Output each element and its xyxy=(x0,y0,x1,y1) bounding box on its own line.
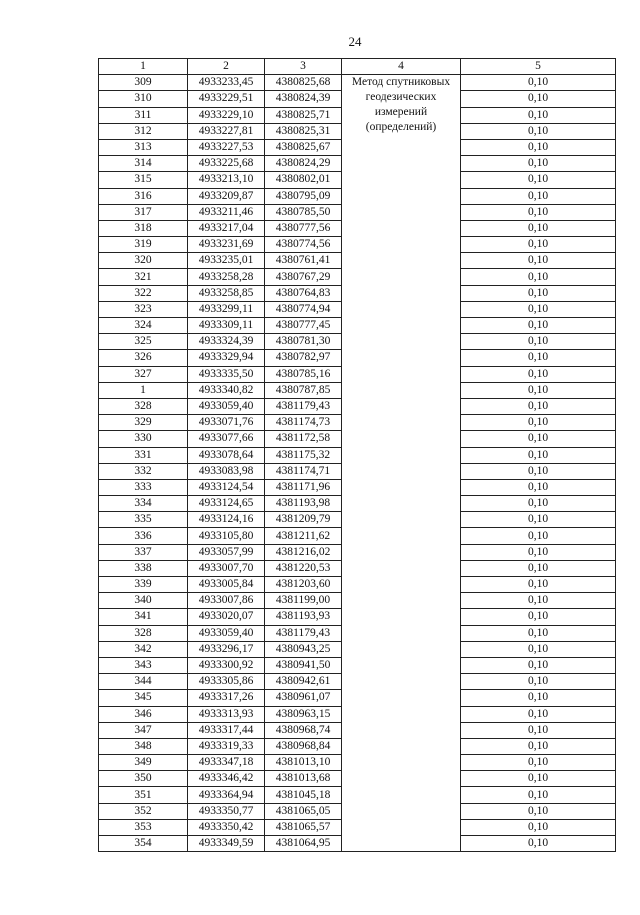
accuracy-cell: 0,10 xyxy=(461,771,616,787)
accuracy-cell: 0,10 xyxy=(461,447,616,463)
accuracy-cell: 0,10 xyxy=(461,301,616,317)
method-line: Метод спутниковых xyxy=(351,76,451,89)
accuracy-cell: 0,10 xyxy=(461,285,616,301)
coord-y-cell: 4380781,30 xyxy=(265,334,342,350)
coord-y-cell: 4380777,45 xyxy=(265,318,342,334)
accuracy-cell: 0,10 xyxy=(461,75,616,91)
accuracy-cell: 0,10 xyxy=(461,91,616,107)
point-number-cell: 330 xyxy=(99,431,188,447)
coord-y-cell: 4380774,56 xyxy=(265,237,342,253)
coord-y-cell: 4381172,58 xyxy=(265,431,342,447)
accuracy-cell: 0,10 xyxy=(461,334,616,350)
coord-x-cell: 4933209,87 xyxy=(188,188,265,204)
accuracy-cell: 0,10 xyxy=(461,512,616,528)
point-number-cell: 348 xyxy=(99,738,188,754)
point-number-cell: 325 xyxy=(99,334,188,350)
coord-y-cell: 4381045,18 xyxy=(265,787,342,803)
coord-y-cell: 4380941,50 xyxy=(265,657,342,673)
coord-y-cell: 4381175,32 xyxy=(265,447,342,463)
header-col-5: 5 xyxy=(461,59,616,75)
accuracy-cell: 0,10 xyxy=(461,803,616,819)
point-number-cell: 321 xyxy=(99,269,188,285)
point-number-cell: 344 xyxy=(99,674,188,690)
accuracy-cell: 0,10 xyxy=(461,172,616,188)
accuracy-cell: 0,10 xyxy=(461,479,616,495)
point-number-cell: 346 xyxy=(99,706,188,722)
accuracy-cell: 0,10 xyxy=(461,641,616,657)
point-number-cell: 327 xyxy=(99,366,188,382)
coordinates-table xyxy=(98,58,616,852)
accuracy-cell: 0,10 xyxy=(461,237,616,253)
coord-y-cell: 4380943,25 xyxy=(265,641,342,657)
accuracy-cell: 0,10 xyxy=(461,366,616,382)
coord-y-cell: 4380942,61 xyxy=(265,674,342,690)
coord-x-cell: 4933258,85 xyxy=(188,285,265,301)
coord-x-cell: 4933317,26 xyxy=(188,690,265,706)
coord-x-cell: 4933007,70 xyxy=(188,560,265,576)
coord-x-cell: 4933313,93 xyxy=(188,706,265,722)
accuracy-cell: 0,10 xyxy=(461,722,616,738)
coord-y-cell: 4381171,96 xyxy=(265,479,342,495)
coord-y-cell: 4381174,73 xyxy=(265,415,342,431)
accuracy-cell: 0,10 xyxy=(461,220,616,236)
accuracy-cell: 0,10 xyxy=(461,253,616,269)
accuracy-cell: 0,10 xyxy=(461,819,616,835)
point-number-cell: 354 xyxy=(99,836,188,852)
coord-x-cell: 4933300,92 xyxy=(188,657,265,673)
accuracy-cell: 0,10 xyxy=(461,787,616,803)
point-number-cell: 309 xyxy=(99,75,188,91)
coord-x-cell: 4933364,94 xyxy=(188,787,265,803)
method-cell xyxy=(342,75,461,852)
coord-x-cell: 4933020,07 xyxy=(188,609,265,625)
point-number-cell: 315 xyxy=(99,172,188,188)
coord-x-cell: 4933335,50 xyxy=(188,366,265,382)
point-number-cell: 342 xyxy=(99,641,188,657)
point-number-cell: 336 xyxy=(99,528,188,544)
accuracy-cell: 0,10 xyxy=(461,188,616,204)
accuracy-cell: 0,10 xyxy=(461,577,616,593)
coord-x-cell: 4933227,81 xyxy=(188,123,265,139)
coord-y-cell: 4381013,10 xyxy=(265,755,342,771)
point-number-cell: 332 xyxy=(99,463,188,479)
coord-y-cell: 4380824,39 xyxy=(265,91,342,107)
accuracy-cell: 0,10 xyxy=(461,625,616,641)
coord-x-cell: 4933227,53 xyxy=(188,139,265,155)
coord-x-cell: 4933007,86 xyxy=(188,593,265,609)
point-number-cell: 319 xyxy=(99,237,188,253)
coord-y-cell: 4381220,53 xyxy=(265,560,342,576)
coord-x-cell: 4933299,11 xyxy=(188,301,265,317)
point-number-cell: 317 xyxy=(99,204,188,220)
point-number-cell: 352 xyxy=(99,803,188,819)
coord-x-cell: 4933071,76 xyxy=(188,415,265,431)
page-number: 24 xyxy=(348,34,362,49)
point-number-cell: 310 xyxy=(99,91,188,107)
coord-y-cell: 4381179,43 xyxy=(265,625,342,641)
point-number-cell: 334 xyxy=(99,496,188,512)
point-number-cell: 1 xyxy=(99,382,188,398)
coord-x-cell: 4933319,33 xyxy=(188,738,265,754)
accuracy-cell: 0,10 xyxy=(461,382,616,398)
coord-x-cell: 4933229,10 xyxy=(188,107,265,123)
method-line: геодезических xyxy=(365,91,437,104)
coord-x-cell: 4933211,46 xyxy=(188,204,265,220)
coord-y-cell: 4380777,56 xyxy=(265,220,342,236)
accuracy-cell: 0,10 xyxy=(461,431,616,447)
method-line: (определений) xyxy=(365,121,437,134)
coord-x-cell: 4933225,68 xyxy=(188,156,265,172)
coord-y-cell: 4380802,01 xyxy=(265,172,342,188)
point-number-cell: 316 xyxy=(99,188,188,204)
coord-y-cell: 4381211,62 xyxy=(265,528,342,544)
point-number-cell: 347 xyxy=(99,722,188,738)
coord-x-cell: 4933233,45 xyxy=(188,75,265,91)
point-number-cell: 345 xyxy=(99,690,188,706)
point-number-cell: 313 xyxy=(99,139,188,155)
table-body xyxy=(99,75,616,852)
coord-x-cell: 4933324,39 xyxy=(188,334,265,350)
accuracy-cell: 0,10 xyxy=(461,398,616,414)
accuracy-cell: 0,10 xyxy=(461,706,616,722)
coord-x-cell: 4933083,98 xyxy=(188,463,265,479)
accuracy-cell: 0,10 xyxy=(461,593,616,609)
accuracy-cell: 0,10 xyxy=(461,269,616,285)
coord-x-cell: 4933350,77 xyxy=(188,803,265,819)
point-number-cell: 340 xyxy=(99,593,188,609)
accuracy-cell: 0,10 xyxy=(461,350,616,366)
coord-y-cell: 4380782,97 xyxy=(265,350,342,366)
method-line: измерений xyxy=(374,106,428,119)
coord-y-cell: 4380761,41 xyxy=(265,253,342,269)
header-col-2: 2 xyxy=(188,59,265,75)
accuracy-cell: 0,10 xyxy=(461,836,616,852)
coord-x-cell: 4933329,94 xyxy=(188,350,265,366)
coord-y-cell: 4381209,79 xyxy=(265,512,342,528)
coord-x-cell: 4933349,59 xyxy=(188,836,265,852)
coord-y-cell: 4381179,43 xyxy=(265,398,342,414)
coord-y-cell: 4381174,71 xyxy=(265,463,342,479)
point-number-cell: 328 xyxy=(99,398,188,414)
point-number-cell: 335 xyxy=(99,512,188,528)
accuracy-cell: 0,10 xyxy=(461,544,616,560)
coord-x-cell: 4933105,80 xyxy=(188,528,265,544)
point-number-cell: 312 xyxy=(99,123,188,139)
coord-x-cell: 4933346,42 xyxy=(188,771,265,787)
accuracy-cell: 0,10 xyxy=(461,609,616,625)
accuracy-cell: 0,10 xyxy=(461,657,616,673)
point-number-cell: 314 xyxy=(99,156,188,172)
coord-x-cell: 4933059,40 xyxy=(188,625,265,641)
coord-x-cell: 4933347,18 xyxy=(188,755,265,771)
point-number-cell: 322 xyxy=(99,285,188,301)
accuracy-cell: 0,10 xyxy=(461,560,616,576)
accuracy-cell: 0,10 xyxy=(461,415,616,431)
accuracy-cell: 0,10 xyxy=(461,738,616,754)
point-number-cell: 349 xyxy=(99,755,188,771)
coord-x-cell: 4933124,16 xyxy=(188,512,265,528)
coord-y-cell: 4380968,84 xyxy=(265,738,342,754)
point-number-cell: 333 xyxy=(99,479,188,495)
coord-y-cell: 4380824,29 xyxy=(265,156,342,172)
coord-y-cell: 4380825,67 xyxy=(265,139,342,155)
point-number-cell: 311 xyxy=(99,107,188,123)
coord-x-cell: 4933059,40 xyxy=(188,398,265,414)
coord-x-cell: 4933305,86 xyxy=(188,674,265,690)
accuracy-cell: 0,10 xyxy=(461,496,616,512)
accuracy-cell: 0,10 xyxy=(461,139,616,155)
table-header-row xyxy=(99,59,616,75)
point-number-cell: 320 xyxy=(99,253,188,269)
coord-y-cell: 4381065,05 xyxy=(265,803,342,819)
header-col-1: 1 xyxy=(99,59,188,75)
accuracy-cell: 0,10 xyxy=(461,674,616,690)
point-number-cell: 337 xyxy=(99,544,188,560)
point-number-cell: 338 xyxy=(99,560,188,576)
coord-x-cell: 4933309,11 xyxy=(188,318,265,334)
coord-y-cell: 4380968,74 xyxy=(265,722,342,738)
coord-y-cell: 4380825,31 xyxy=(265,123,342,139)
coord-y-cell: 4380961,07 xyxy=(265,690,342,706)
point-number-cell: 331 xyxy=(99,447,188,463)
coord-x-cell: 4933235,01 xyxy=(188,253,265,269)
coord-x-cell: 4933317,44 xyxy=(188,722,265,738)
coord-y-cell: 4380825,68 xyxy=(265,75,342,91)
coord-y-cell: 4380764,83 xyxy=(265,285,342,301)
point-number-cell: 329 xyxy=(99,415,188,431)
accuracy-cell: 0,10 xyxy=(461,107,616,123)
accuracy-cell: 0,10 xyxy=(461,318,616,334)
point-number-cell: 318 xyxy=(99,220,188,236)
coord-x-cell: 4933340,82 xyxy=(188,382,265,398)
point-number-cell: 350 xyxy=(99,771,188,787)
point-number-cell: 351 xyxy=(99,787,188,803)
coord-x-cell: 4933124,54 xyxy=(188,479,265,495)
coord-y-cell: 4381013,68 xyxy=(265,771,342,787)
coord-y-cell: 4380825,71 xyxy=(265,107,342,123)
header-col-4: 4 xyxy=(342,59,461,75)
accuracy-cell: 0,10 xyxy=(461,690,616,706)
point-number-cell: 326 xyxy=(99,350,188,366)
coord-x-cell: 4933231,69 xyxy=(188,237,265,253)
point-number-cell: 339 xyxy=(99,577,188,593)
point-number-cell: 343 xyxy=(99,657,188,673)
coord-y-cell: 4381203,60 xyxy=(265,577,342,593)
coord-y-cell: 4381216,02 xyxy=(265,544,342,560)
coord-y-cell: 4381064,95 xyxy=(265,836,342,852)
coord-x-cell: 4933296,17 xyxy=(188,641,265,657)
coord-y-cell: 4380795,09 xyxy=(265,188,342,204)
coord-y-cell: 4381193,98 xyxy=(265,496,342,512)
point-number-cell: 328 xyxy=(99,625,188,641)
coord-x-cell: 4933078,64 xyxy=(188,447,265,463)
coord-y-cell: 4380785,50 xyxy=(265,204,342,220)
coord-y-cell: 4381193,93 xyxy=(265,609,342,625)
coord-x-cell: 4933350,42 xyxy=(188,819,265,835)
header-col-3: 3 xyxy=(265,59,342,75)
coord-x-cell: 4933057,99 xyxy=(188,544,265,560)
coord-y-cell: 4380785,16 xyxy=(265,366,342,382)
coord-x-cell: 4933229,51 xyxy=(188,91,265,107)
coord-y-cell: 4381199,00 xyxy=(265,593,342,609)
coord-x-cell: 4933124,65 xyxy=(188,496,265,512)
coord-x-cell: 4933077,66 xyxy=(188,431,265,447)
coord-y-cell: 4381065,57 xyxy=(265,819,342,835)
coord-y-cell: 4380787,85 xyxy=(265,382,342,398)
coord-y-cell: 4380767,29 xyxy=(265,269,342,285)
coord-y-cell: 4380963,15 xyxy=(265,706,342,722)
accuracy-cell: 0,10 xyxy=(461,755,616,771)
point-number-cell: 353 xyxy=(99,819,188,835)
coord-x-cell: 4933217,04 xyxy=(188,220,265,236)
accuracy-cell: 0,10 xyxy=(461,204,616,220)
coord-x-cell: 4933213,10 xyxy=(188,172,265,188)
coord-y-cell: 4380774,94 xyxy=(265,301,342,317)
accuracy-cell: 0,10 xyxy=(461,528,616,544)
point-number-cell: 323 xyxy=(99,301,188,317)
point-number-cell: 341 xyxy=(99,609,188,625)
table-row xyxy=(99,75,616,91)
accuracy-cell: 0,10 xyxy=(461,463,616,479)
accuracy-cell: 0,10 xyxy=(461,123,616,139)
coord-x-cell: 4933005,84 xyxy=(188,577,265,593)
point-number-cell: 324 xyxy=(99,318,188,334)
coord-x-cell: 4933258,28 xyxy=(188,269,265,285)
accuracy-cell: 0,10 xyxy=(461,156,616,172)
